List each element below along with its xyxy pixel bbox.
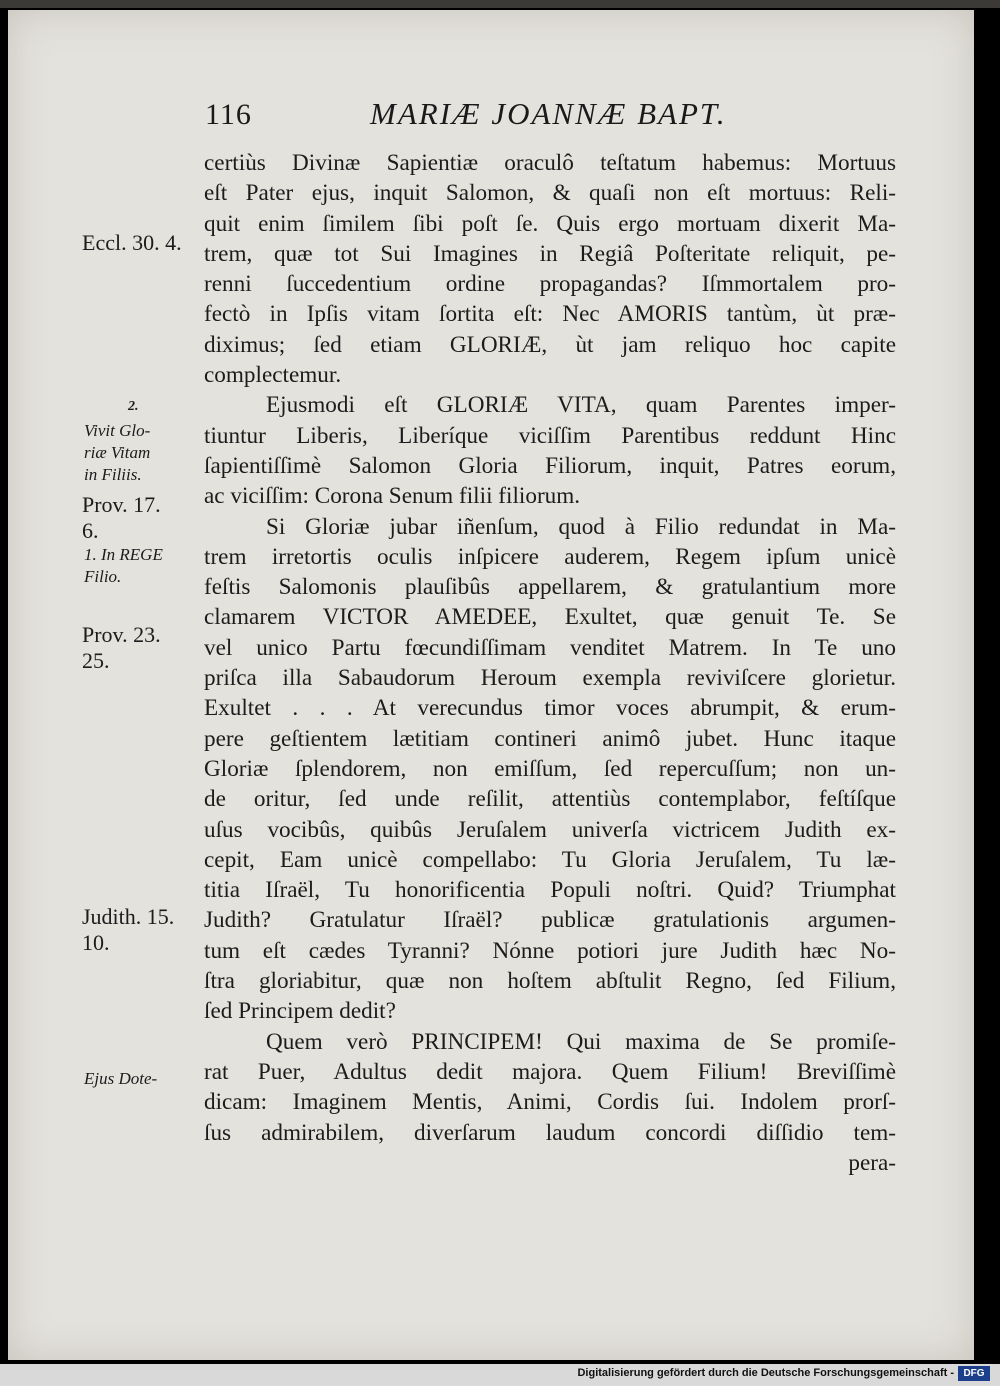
body-line: ſus admirabilem, diverſarum laudum concordi diſſidio tem- xyxy=(204,1119,896,1146)
body-line: Si Gloriæ jubar iñenſum, quod à Filio redundat in Ma- xyxy=(266,513,896,540)
margin-note-subsection-title: 1. In REGE Filio. xyxy=(84,545,163,586)
body-line: diximus; ſed etiam GLORIÆ, ùt jam reliquo hoc capite xyxy=(204,331,896,358)
running-head xyxy=(0,96,1000,136)
body-line: fectò in Ipſis vitam ſortita eſt: Nec AMORIS tantùm, ùt præ- xyxy=(204,301,896,328)
body-line: trem irretortis oculis inſpicere auderem, Regem ipſum unicè xyxy=(204,543,896,570)
dfg-logo: DFG xyxy=(958,1366,990,1381)
body-line: Ejusmodi eſt GLORIÆ VITA, quam Parentes imper- xyxy=(266,392,896,419)
page-number: 116 xyxy=(205,98,252,131)
body-line: cepit, Eam unicè compellabo: Tu Gloria Jeruſalem, Tu læ- xyxy=(204,846,896,873)
running-head-title: MARIÆ JOANNÆ BAPT. xyxy=(370,96,727,131)
body-line: ſed Principem dedit? xyxy=(204,998,396,1025)
body-line: priſca illa Sabaudorum Heroum exempla reviviſcere glorietur. xyxy=(204,665,896,692)
margin-note-judith: Judith. 15. 10. xyxy=(82,904,175,955)
body-line: complectemur. xyxy=(204,362,342,389)
body-line: ac viciſſim: Corona Senum filii filiorum. xyxy=(204,483,581,510)
body-line: titia Iſraël, Tu honorificentia Populi noſtri. Quid? Triumphat xyxy=(204,877,896,904)
body-text xyxy=(204,148,896,1178)
margin-note-ejus-dote: Ejus Dote- xyxy=(84,1069,158,1088)
body-line: dicam: Imaginem Mentis, Animi, Cordis ſui. Indolem prorſ- xyxy=(204,1089,896,1116)
body-line: trem, quæ tot Sui Imagines in Regiâ Poſteritate reliquit, pe- xyxy=(204,240,896,267)
body-line: ſtra gloriabitur, quæ non hoſtem abſtulit Regno, ſed Filium, xyxy=(204,968,896,995)
margin-note-ecclesiastes: Eccl. 30. 4. xyxy=(82,230,182,255)
body-line: vel unico Partu fœcundiſſimam venditet Matrem. In Te uno xyxy=(204,634,896,661)
body-line: quit enim ſimilem ſibi poſt ſe. Quis ergo mortuam dixerit Ma- xyxy=(204,210,896,237)
body-line: Exultet . . . At verecundus timor voces abrumpit, & erum- xyxy=(204,695,896,722)
catchword: pera- xyxy=(848,1149,896,1176)
margin-note-section-number: 2. xyxy=(128,399,139,414)
digitization-credit: Digitalisierung gefördert durch die Deutsche Forschungsgemeinschaft - xyxy=(577,1367,954,1379)
body-line: tum eſt cædes Tyranni? Nónne potiori jure Judith hæc No- xyxy=(204,937,896,964)
body-line: uſus vocibûs, quibûs Jeruſalem univerſa victricem Judith ex- xyxy=(204,816,896,843)
body-line: Gloriæ ſplendorem, non emiſſum, ſed repercuſſum; non un- xyxy=(204,755,896,782)
body-line: rat Puer, Adultus dedit majora. Quem Filium! Breviſſimè xyxy=(204,1058,896,1085)
body-line: clamarem VICTOR AMEDEE, Exultet, quæ genuit Te. Se xyxy=(204,604,896,631)
body-line: tiuntur Liberis, Liberíque viciſſim Parentibus reddunt Hinc xyxy=(204,422,896,449)
body-line: Quem verò PRINCIPEM! Qui maxima de Se promiſe- xyxy=(266,1028,896,1055)
margin-note-proverbs-17: Prov. 17. 6. xyxy=(82,492,161,543)
body-line: certiùs Divinæ Sapientiæ oraculô teſtatum habemus: Mortuus xyxy=(204,150,896,176)
body-line: ſapientiſſimè Salomon Gloria Filiorum, inquit, Patres eorum, xyxy=(204,452,896,479)
margin-note-proverbs-23: Prov. 23. 25. xyxy=(82,622,161,673)
body-line: eſt Pater ejus, inquit Salomon, & quaſi non eſt mortuus: Reli- xyxy=(204,180,896,207)
scan-frame-edge xyxy=(0,0,1000,8)
margin-note-section-title: Vivit Glo- riæ Vitam in Filiis. xyxy=(84,421,151,484)
body-line: Judith? Gratulatur Iſraël? publicæ gratulationis argumen- xyxy=(204,907,896,934)
body-line: renni ſuccedentium ordine propagandas? Iſmmortalem pro- xyxy=(204,271,896,298)
body-line: de oritur, ſed unde reſilit, attentiùs contemplabor, feſtíſque xyxy=(204,786,896,813)
body-line: feſtis Salomonis plauſibûs appellarem, & gratulantium more xyxy=(204,574,896,601)
body-line: pere geſtientem lætitiam contineri animô jubet. Hunc itaque xyxy=(204,725,896,752)
